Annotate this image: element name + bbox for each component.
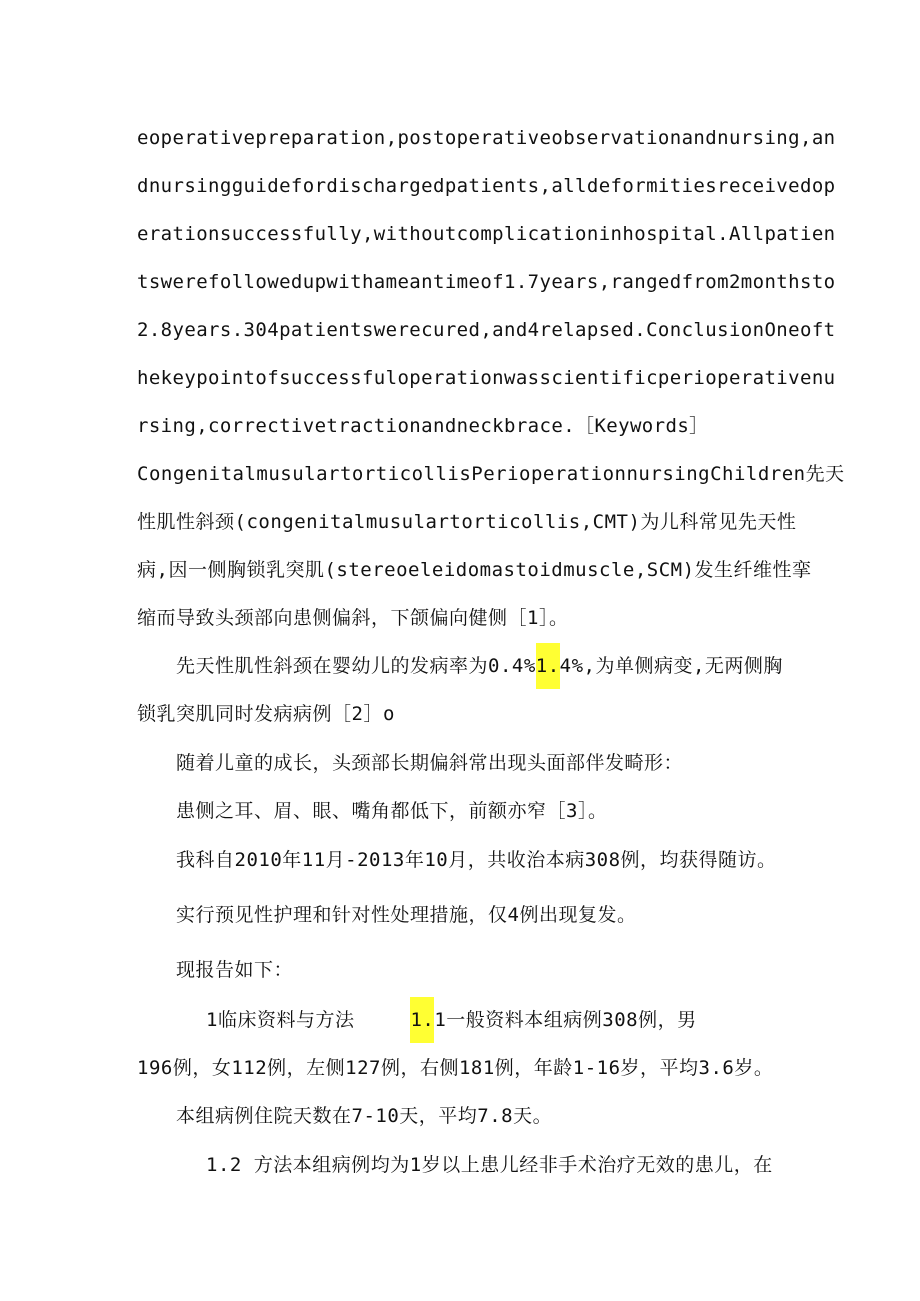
abstract-line-4: tswerefollowedupwithameantimeof1.7years,rangedfrom2monthsto bbox=[137, 271, 836, 293]
section1-sub-rest: 1一般资料本组病例308例，男 bbox=[434, 1009, 697, 1031]
intro-line-3: 缩而导致头颈部向患侧偏斜，下颌偏向健侧［1］。 bbox=[137, 607, 569, 629]
paragraph-nursing: 实行预见性护理和针对性处理措施，仅4例出现复发。 bbox=[176, 904, 637, 926]
abstract-line-1: eoperativepreparation,postoperativeobservationandnursing,an bbox=[137, 127, 836, 149]
incidence-text-before: 先天性肌性斜颈在婴幼儿的发病率为0.4% bbox=[176, 655, 536, 677]
incidence-text-after: 4%,为单侧病变,无两侧胸 bbox=[559, 655, 783, 677]
paragraph-report: 现报告如下： bbox=[176, 959, 294, 981]
section1-line-4: 1.2 方法本组病例均为1岁以上患儿经非手术治疗无效的患儿，在 bbox=[206, 1154, 773, 1176]
abstract-line-2: dnursingguidefordischargedpatients,alldeformitiesreceivedop bbox=[137, 175, 836, 197]
paragraph-cases: 我科自2010年11月-2013年10月，共收治本病308例，均获得随访。 bbox=[176, 849, 777, 871]
highlight-mark: 1. bbox=[410, 997, 434, 1043]
incidence-line-2: 锁乳突肌同时发病病例［2］o bbox=[137, 703, 395, 725]
intro-line-1: 性肌性斜颈(congenitalmusulartorticollis,CMT)为儿科常见先天性 bbox=[137, 511, 797, 533]
incidence-line-1 bbox=[176, 651, 783, 681]
abstract-line-6: hekeypointofsuccessfuloperationwasscientificperioperativenu bbox=[137, 367, 836, 389]
abstract-line-3: erationsuccessfully,withoutcomplicationinhospital.Allpatien bbox=[137, 223, 836, 245]
section1-line-3: 本组病例住院天数在7-10天，平均7.8天。 bbox=[176, 1105, 553, 1127]
highlight-mark: 1. bbox=[536, 643, 560, 689]
abstract-line-5: 2.8years.304patientswerecured,and4relapsed.ConclusionOneoft bbox=[137, 319, 836, 341]
paragraph-deformity: 患侧之耳、眉、眼、嘴角都低下，前额亦窄［3］。 bbox=[176, 800, 608, 822]
abstract-line-8: CongenitalmusulartorticollisPerioperationnursingChildren先天 bbox=[137, 463, 845, 485]
section1-line-2: 196例，女112例，左侧127例，右侧181例，年龄1-16岁，平均3.6岁。 bbox=[137, 1057, 774, 1079]
paragraph-growth: 随着儿童的成长，头颈部长期偏斜常出现头面部伴发畸形： bbox=[176, 752, 684, 774]
section1-heading-line bbox=[206, 1005, 697, 1035]
intro-line-2: 病,因一侧胸锁乳突肌(stereoeleidomastoidmuscle,SCM)发生纤维性挛 bbox=[137, 559, 812, 581]
abstract-line-7: rsing,correctivetractionandneckbrace.［Keywords］ bbox=[137, 415, 709, 437]
section1-heading: 1临床资料与方法 bbox=[206, 1009, 355, 1031]
